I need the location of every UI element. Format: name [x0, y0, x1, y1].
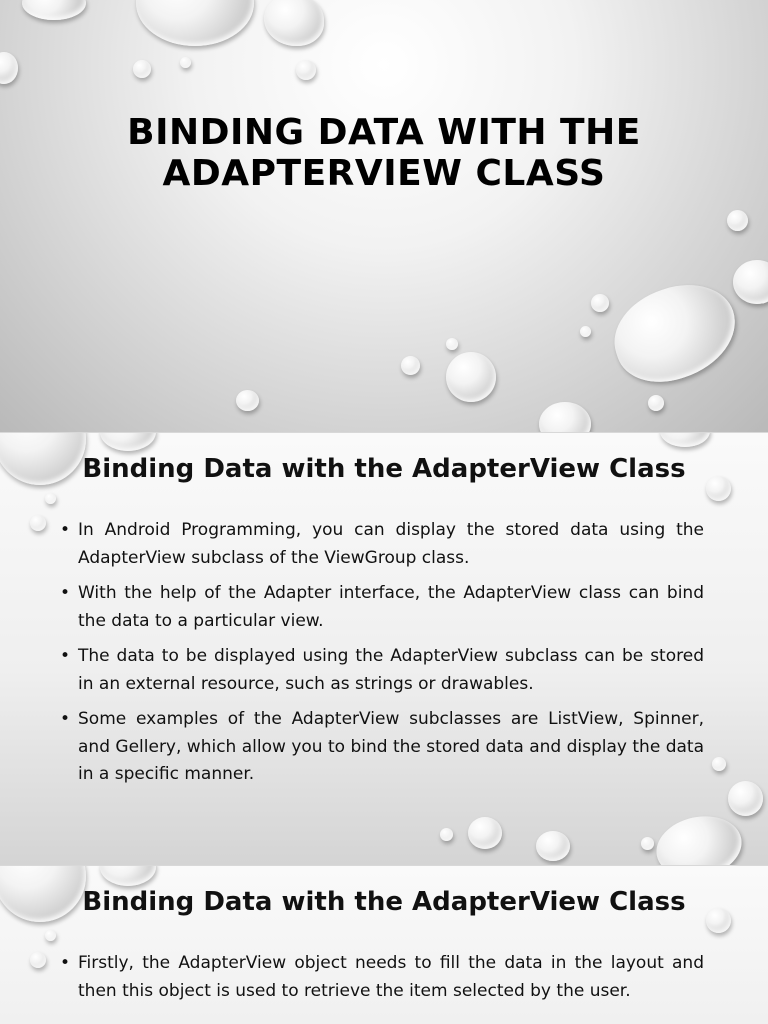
water-drop-decoration	[100, 433, 156, 451]
water-drop-decoration	[30, 515, 46, 531]
bullet-list	[60, 950, 704, 1013]
content-slide	[0, 433, 768, 865]
water-drop-decoration	[648, 395, 664, 411]
water-drop-decoration	[100, 866, 156, 886]
water-drop-decoration	[440, 828, 453, 841]
water-drop-decoration	[136, 0, 254, 46]
water-drop-decoration	[591, 294, 609, 312]
water-drop-decoration	[30, 952, 46, 968]
water-drop-decoration	[236, 390, 259, 411]
water-drop-decoration	[264, 0, 324, 46]
slide-heading: Binding Data with the AdapterView Class	[82, 887, 686, 917]
slide-title: BINDING DATA WITH THE ADAPTERVIEW CLASS	[127, 112, 641, 194]
title-slide	[0, 0, 768, 432]
bullet-icon: •	[60, 709, 71, 729]
slide-heading: Binding Data with the AdapterView Class	[82, 454, 686, 484]
water-drop-decoration	[22, 0, 86, 20]
water-drop-decoration	[580, 326, 591, 337]
water-drop-decoration	[602, 271, 748, 395]
water-drop-decoration	[728, 781, 763, 816]
water-drop-decoration	[468, 817, 502, 849]
water-drop-decoration	[446, 352, 496, 402]
list-item	[60, 643, 704, 698]
water-drop-decoration	[733, 260, 768, 304]
water-drop-decoration	[401, 356, 420, 375]
bullet-text: In Android Programming, you can display the stored data using the AdapterView subclass of the ViewGroup class.	[78, 520, 704, 568]
water-drop-decoration	[727, 210, 748, 231]
bullet-text: The data to be displayed using the AdapterView subclass can be stored in an external resource, such as strings or drawables.	[78, 646, 704, 694]
bullet-text: Firstly, the AdapterView object needs to fill the data in the layout and then this object is used to retrieve the item selected by the user.	[78, 953, 704, 1001]
water-drop-decoration	[536, 831, 570, 861]
water-drop-decoration	[296, 60, 316, 80]
water-drop-decoration	[712, 757, 726, 771]
bullet-icon: •	[60, 646, 71, 666]
list-item	[60, 950, 704, 1005]
water-drop-decoration	[0, 52, 18, 84]
list-item	[60, 580, 704, 635]
water-drop-decoration	[45, 930, 56, 941]
list-item	[60, 706, 704, 789]
bullet-text: With the help of the Adapter interface, the AdapterView class can bind the data to a particular view.	[78, 583, 704, 631]
bullet-icon: •	[60, 953, 71, 973]
bullet-icon: •	[60, 583, 71, 603]
water-drop-decoration	[45, 493, 56, 504]
water-drop-decoration	[446, 338, 458, 350]
water-drop-decoration	[641, 837, 654, 850]
water-drop-decoration	[539, 402, 591, 432]
water-drop-decoration	[133, 60, 151, 78]
water-drop-decoration	[180, 57, 191, 68]
water-drop-decoration	[651, 809, 748, 865]
water-drop-decoration	[660, 433, 710, 447]
content-slide	[0, 866, 768, 1024]
bullet-text: Some examples of the AdapterView subclasses are ListView, Spinner, and Gellery, which allow you to bind the stored data and display the data in a specific manner.	[78, 709, 704, 784]
bullet-list	[60, 517, 704, 797]
bullet-icon: •	[60, 520, 71, 540]
list-item	[60, 517, 704, 572]
